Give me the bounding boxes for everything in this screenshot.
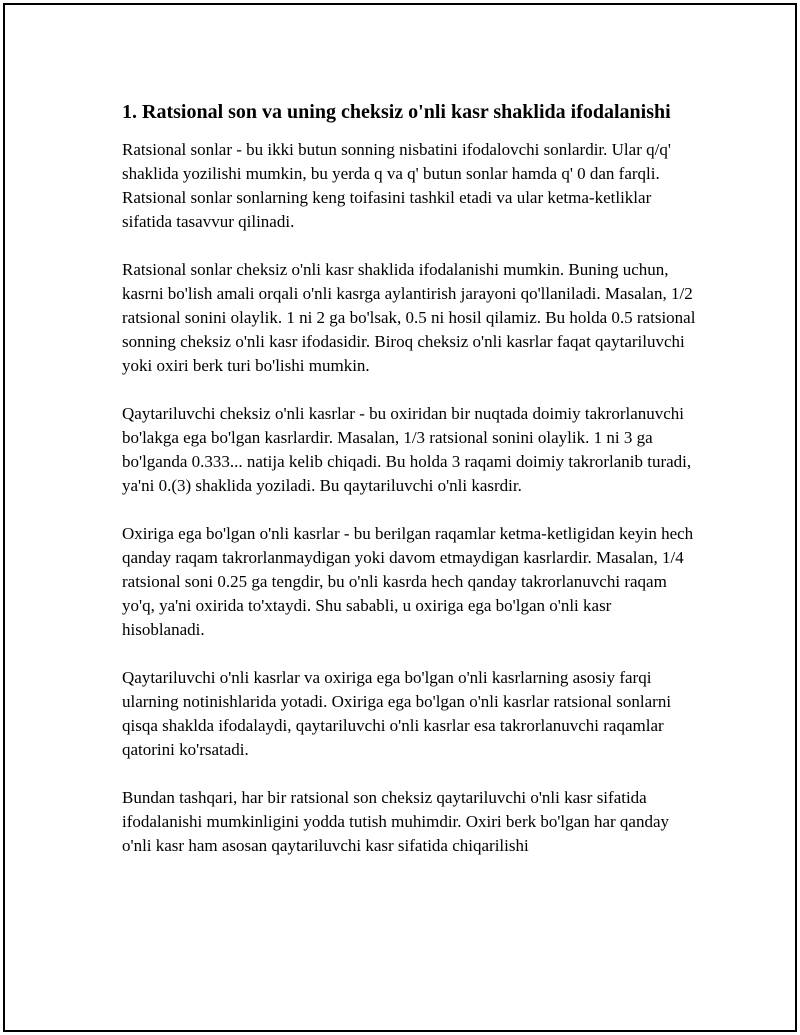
section-heading: 1. Ratsional son va uning cheksiz o'nli kasr shaklida ifodalanishi [122,101,671,123]
paragraph-conclusion: Bundan tashqari, har bir ratsional son cheksiz qaytariluvchi o'nli kasr sifatida ifodalanishi mumkinligini yodda tutish muhimdir. Oxiri berk bo'lgan har qanday o'nli kasr ham asosan qaytariluvchi kasr sifatida chiqarilishi [122,788,669,855]
paragraph-definition: Ratsional sonlar - bu ikki butun sonning nisbatini ifodalovchi sonlardir. Ular q/q' shaklida yozilishi mumkin, bu yerda q va q' butun sonlar hamda q' 0 dan farqli. Ratsional sonlar sonlarning keng toifasini tashkil etadi va ular ketma-ketliklar sifatida tasavvur qilinadi. [122,140,671,231]
document-body [122,98,697,882]
paragraph-terminating-decimals: Oxiriga ega bo'lgan o'nli kasrlar - bu berilgan raqamlar ketma-ketligidan keyin hech qanday raqam takrorlanmaydigan yoki davom etmaydigan kasrlardir. Masalan, 1/4 ratsional soni 0.25 ga tengdir, bu o'nli kasrda hech qanday takrorlanuvchi raqam yo'q, ya'ni oxirida to'xtaydi. Shu sababli, u oxiriga ega bo'lgan o'nli kasr hisoblanadi. [122,524,694,639]
paragraph-difference: Qaytariluvchi o'nli kasrlar va oxiriga ega bo'lgan o'nli kasrlarning asosiy farqi ularning notinishlarida yotadi. Oxiriga ega bo'lgan o'nli kasrlar ratsional sonlarni qisqa shaklda ifodalaydi, qaytariluvchi o'nli kasrlar esa takrorlanuvchi raqamlar qatorini ko'rsatadi. [122,668,672,759]
page-frame [3,3,797,1032]
paragraph-repeating-decimals: Qaytariluvchi cheksiz o'nli kasrlar - bu oxiridan bir nuqtada doimiy takrorlanuvchi bo'lakga ega bo'lgan kasrlardir. Masalan, 1/3 ratsional sonini olaylik. 1 ni 3 ga bo'lganda 0.333... natija kelib chiqadi. Bu holda 3 raqami doimiy takrorlanib turadi, ya'ni 0.(3) shaklida yoziladi. Bu qaytariluvchi o'nli kasrdir. [122,404,692,495]
paragraph-decimal-representation: Ratsional sonlar cheksiz o'nli kasr shaklida ifodalanishi mumkin. Buning uchun, kasrni bo'lish amali orqali o'nli kasrga aylantirish jarayoni qo'llaniladi. Masalan, 1/2 ratsional sonini olaylik. 1 ni 2 ga bo'lsak, 0.5 ni hosil qilamiz. Bu holda 0.5 ratsional sonning cheksiz o'nli kasr ifodasidir. Biroq cheksiz o'nli kasrlar faqat qaytariluvchi yoki oxiri berk turi bo'lishi mumkin. [122,260,696,375]
